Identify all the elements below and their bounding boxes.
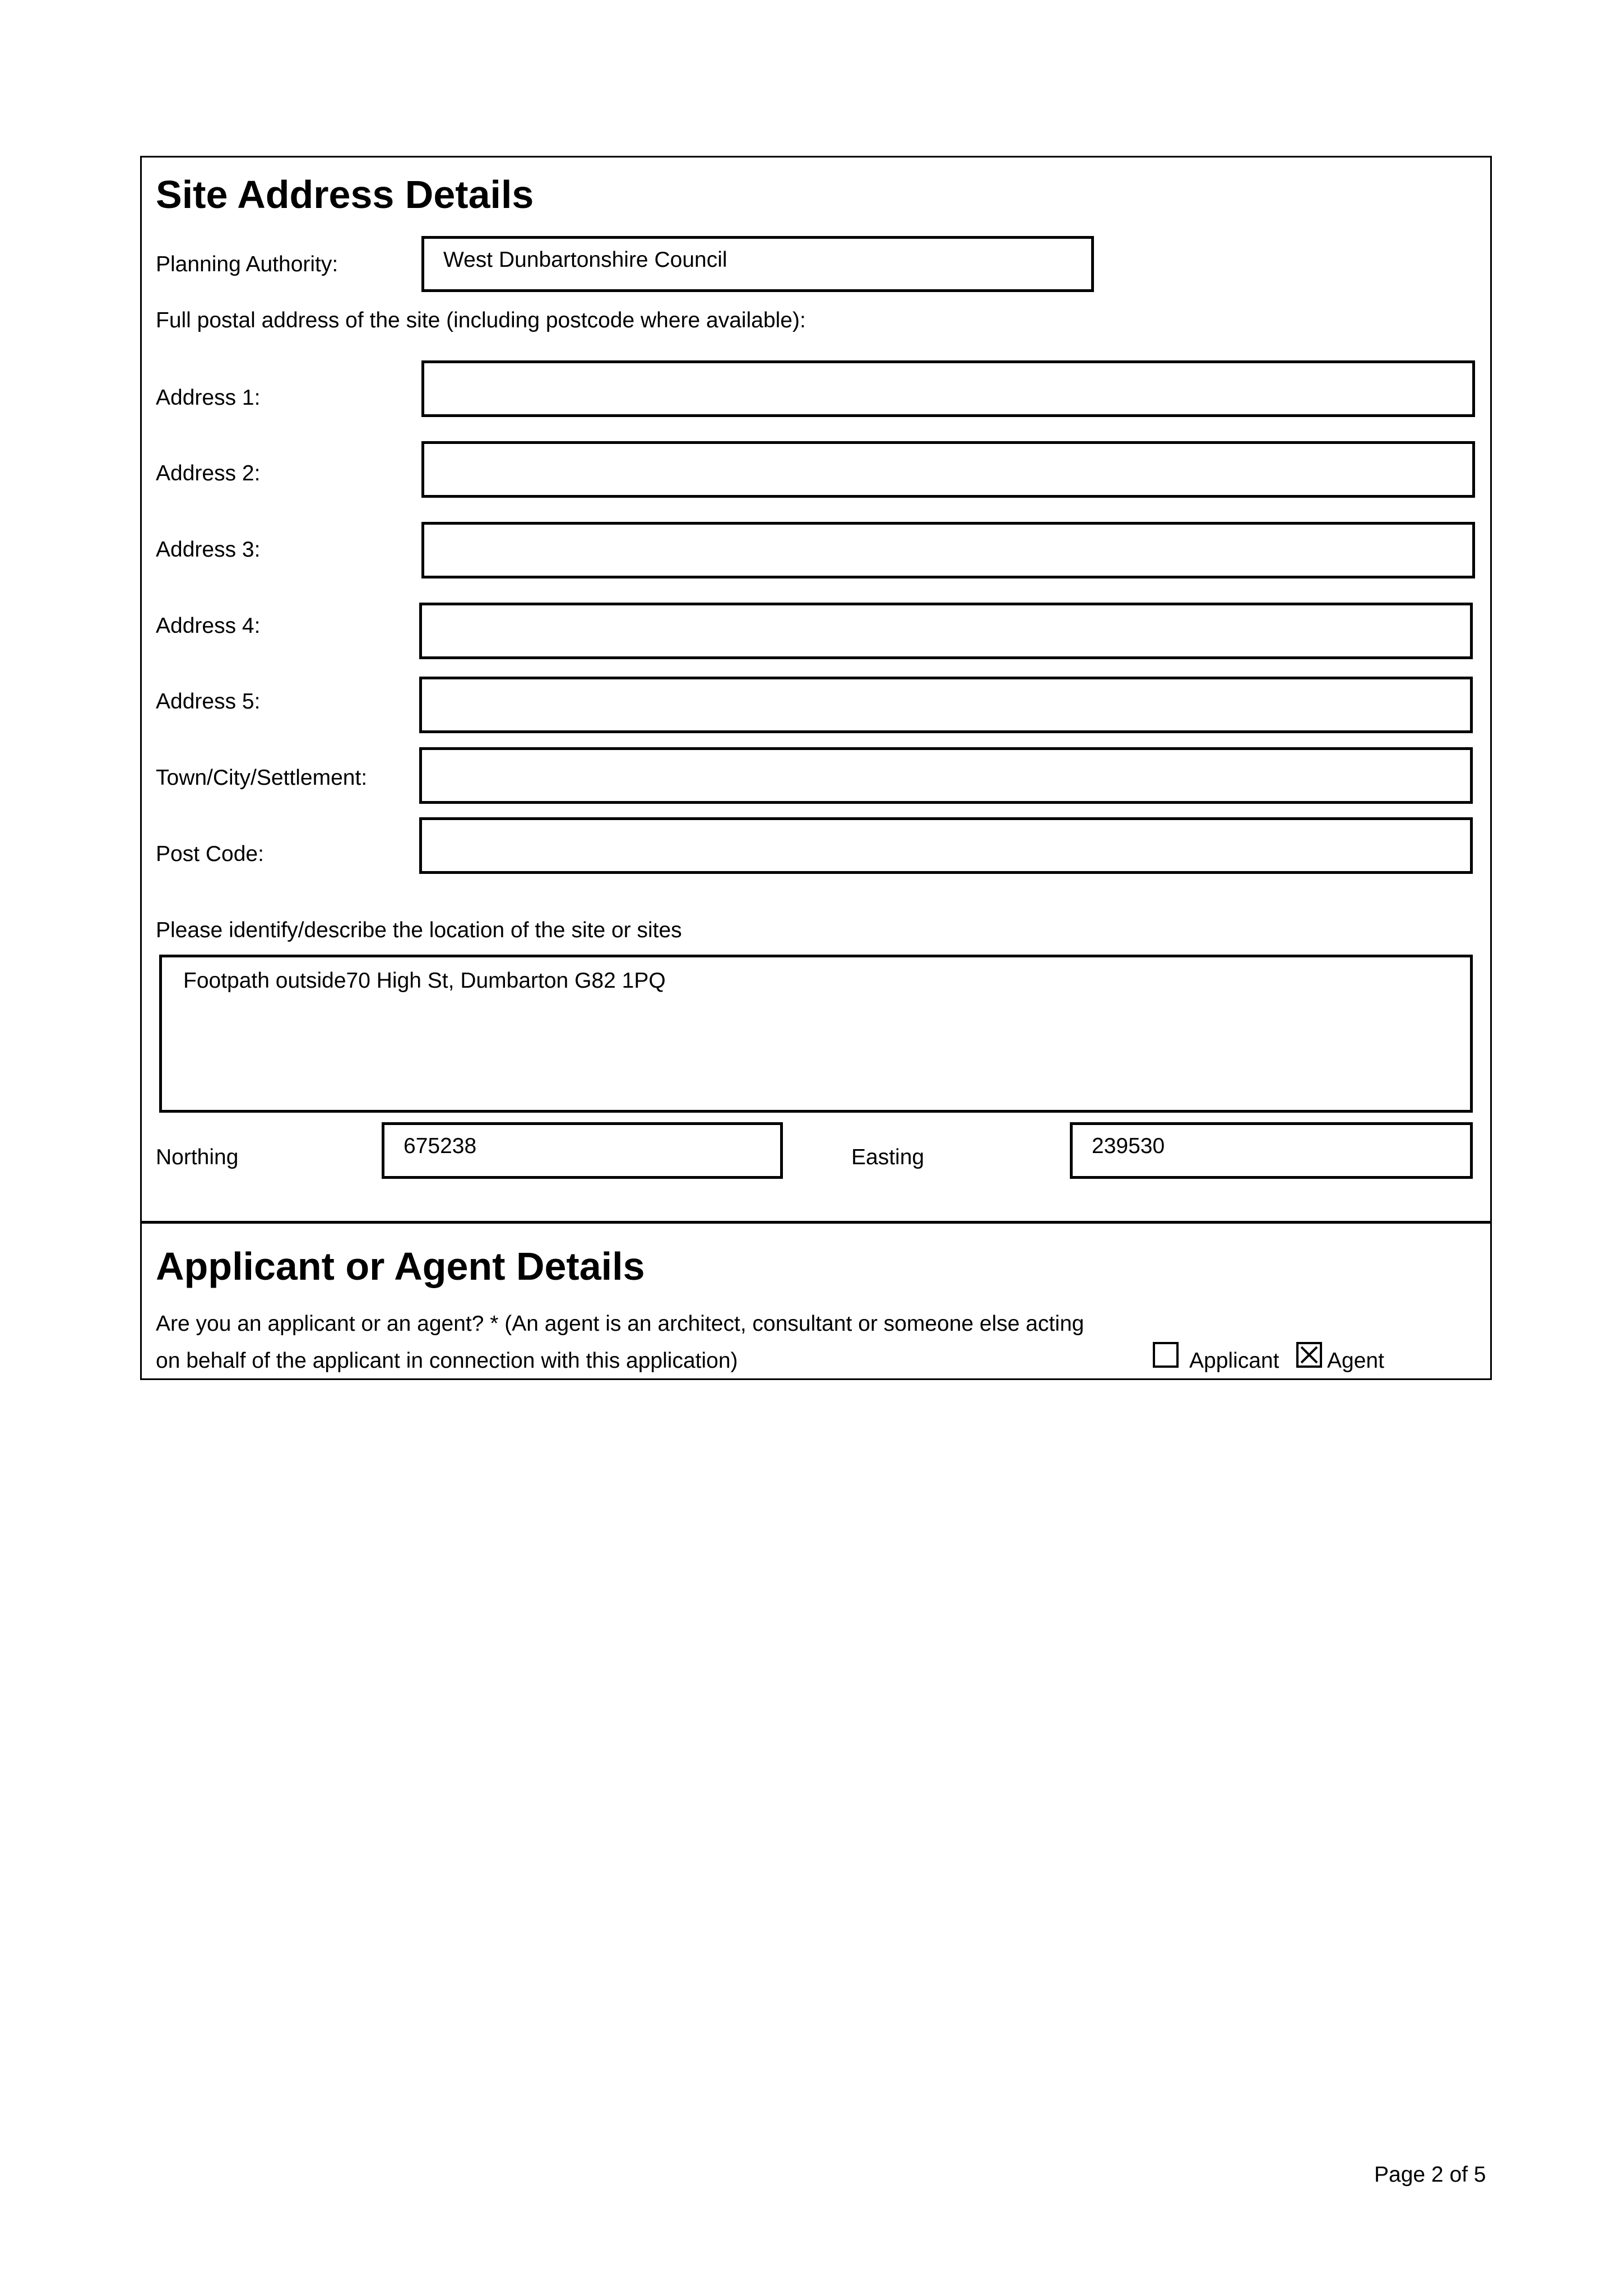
address4-label: Address 4:: [156, 614, 261, 638]
northing-field[interactable]: [382, 1122, 783, 1179]
page-number: Page 2 of 5: [1374, 2163, 1486, 2187]
location-value: Footpath outside70 High St, Dumbarton G82 1PQ: [183, 969, 666, 993]
section-divider: [140, 1221, 1492, 1224]
address5-field[interactable]: [419, 677, 1473, 733]
address1-field[interactable]: [421, 360, 1475, 417]
address3-label: Address 3:: [156, 538, 261, 562]
town-label: Town/City/Settlement:: [156, 766, 368, 790]
applicant-option-label: Applicant: [1189, 1349, 1279, 1373]
postcode-field[interactable]: [419, 817, 1473, 874]
town-field[interactable]: [419, 747, 1473, 804]
easting-value: 239530: [1092, 1134, 1165, 1158]
full-postal-address-label: Full postal address of the site (including postcode where available):: [156, 308, 806, 332]
address2-field[interactable]: [421, 441, 1475, 498]
easting-label: Easting: [851, 1145, 925, 1169]
planning-authority-field[interactable]: [421, 236, 1094, 292]
postcode-label: Post Code:: [156, 842, 264, 866]
planning-authority-value: West Dunbartonshire Council: [443, 248, 727, 272]
agent-option-label: Agent: [1327, 1349, 1384, 1373]
location-label: Please identify/describe the location of the site or sites: [156, 918, 682, 942]
site-address-heading: Site Address Details: [156, 173, 534, 216]
northing-label: Northing: [156, 1145, 239, 1169]
agent-checkbox[interactable]: [1296, 1342, 1322, 1368]
applicant-agent-question-line2: on behalf of the applicant in connection with this application): [156, 1349, 738, 1373]
applicant-checkbox[interactable]: [1153, 1342, 1179, 1368]
address2-label: Address 2:: [156, 461, 261, 485]
planning-authority-label: Planning Authority:: [156, 252, 338, 276]
address5-label: Address 5:: [156, 689, 261, 714]
location-textarea[interactable]: [159, 955, 1473, 1113]
applicant-agent-question-line1: Are you an applicant or an agent? * (An agent is an architect, consultant or someone else acting: [156, 1312, 1084, 1336]
easting-field[interactable]: [1070, 1122, 1473, 1179]
address4-field[interactable]: [419, 603, 1473, 659]
northing-value: 675238: [404, 1134, 477, 1158]
applicant-agent-heading: Applicant or Agent Details: [156, 1244, 645, 1288]
checkbox-cross-icon: [1299, 1344, 1320, 1365]
address3-field[interactable]: [421, 522, 1475, 578]
address1-label: Address 1:: [156, 386, 261, 410]
